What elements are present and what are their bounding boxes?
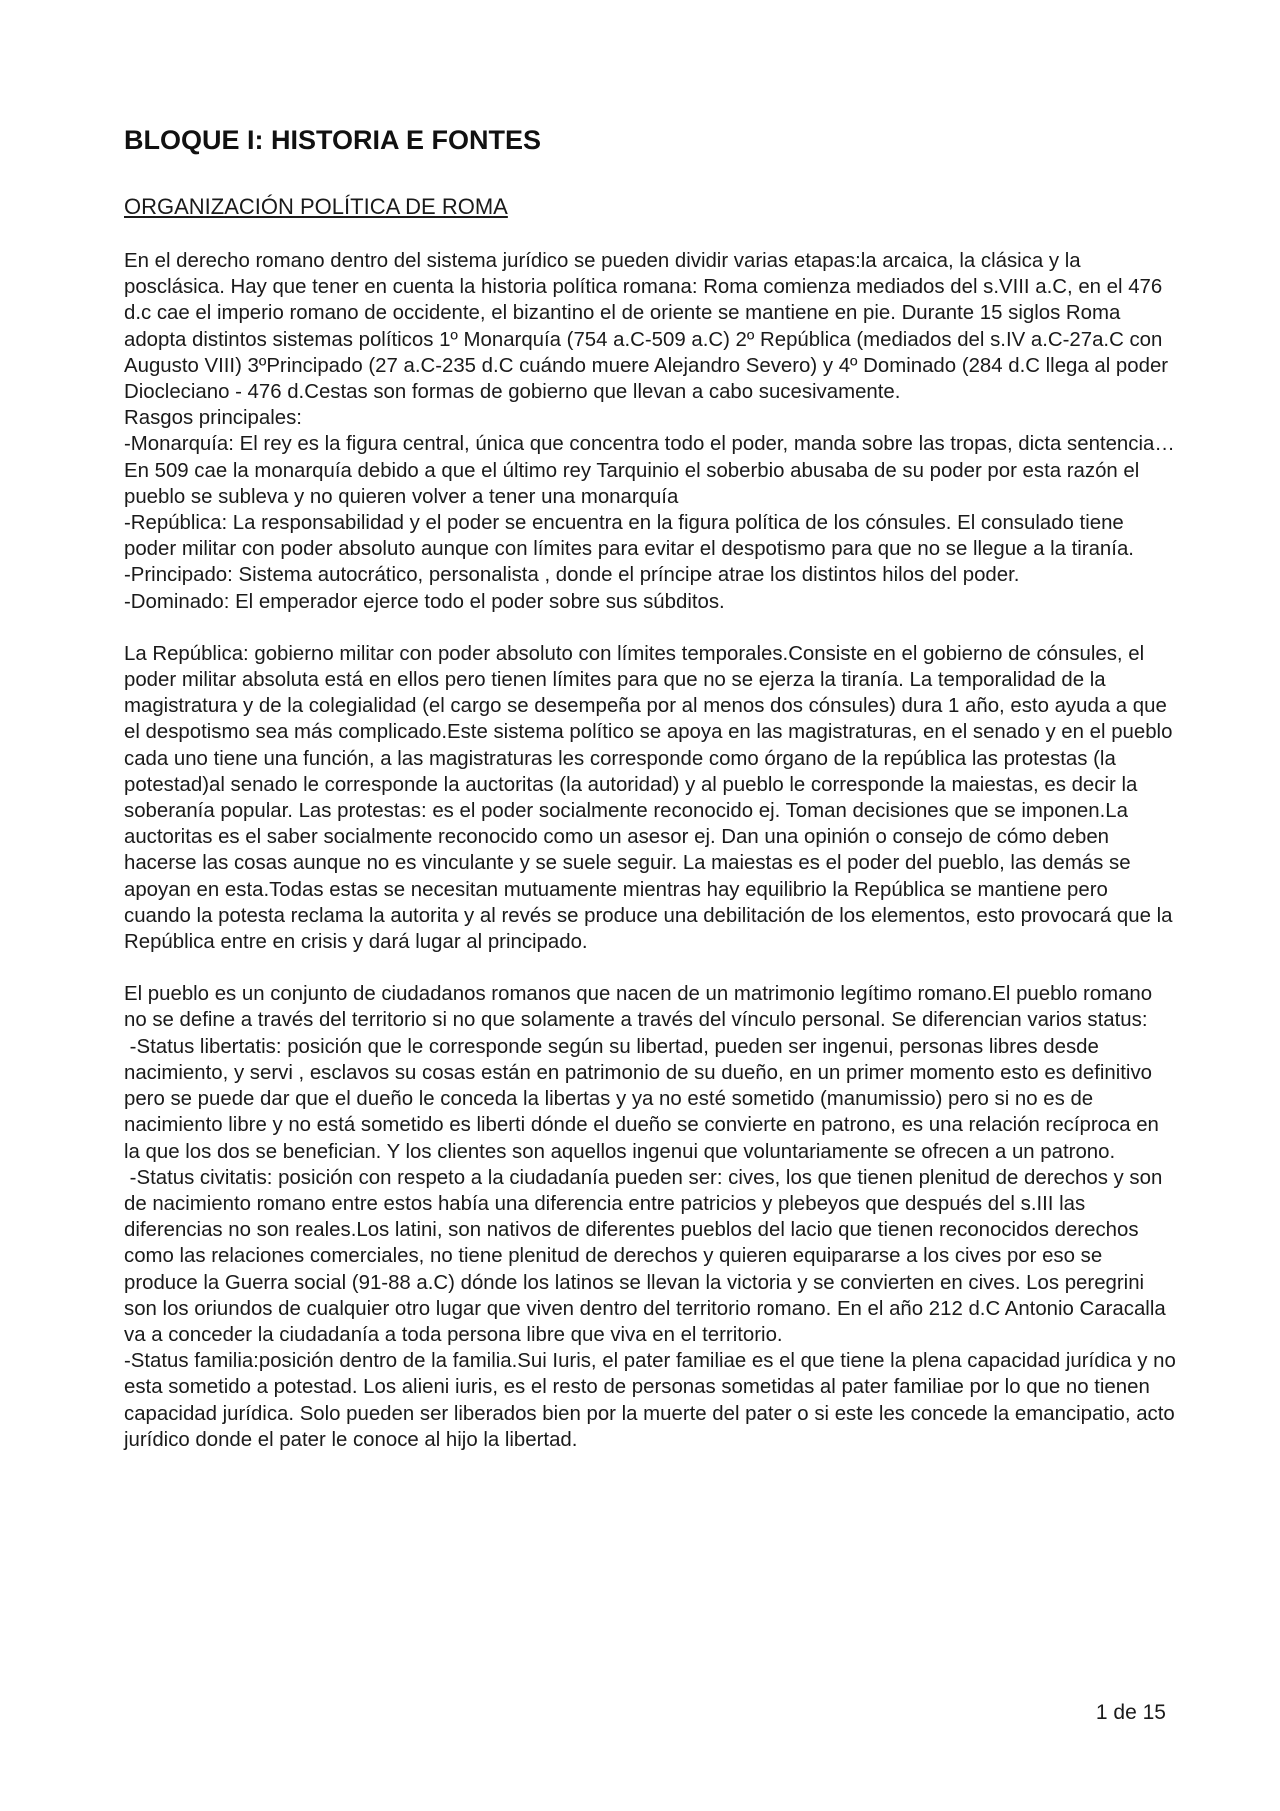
section-heading: ORGANIZACIÓN POLÍTICA DE ROMA — [124, 194, 508, 219]
page-number: 1 de 15 — [1095, 1701, 1166, 1724]
paragraph-republica: -República: La responsabilidad y el poder se encuentra en la figura política de los cónsules. El consulado tiene poder militar con poder absoluto aunque con límites para evitar el despotismo para que no se llegue a la tiranía. — [124, 512, 1134, 561]
paragraph-principado: -Principado: Sistema autocrático, personalista , donde el príncipe atrae los distintos hilos del poder. — [124, 564, 1020, 587]
page-content — [124, 124, 1176, 1453]
body-text — [124, 248, 1176, 1453]
paragraph-status-familia: -Status familia:posición dentro de la familia.Sui Iuris, el pater familiae es el que tiene la plena capacidad jurídica y no esta sometido a potestad. Los alieni iuris, es el resto de personas sometidas al pater familiae por lo que no tienen capacidad jurídica. Solo pueden ser liberados bien por la muerte del pater o si este les concede la emancipatio, acto jurídico donde el pater le conoce al hijo la libertad. — [124, 1350, 1176, 1451]
paragraph-dominado: -Dominado: El emperador ejerce todo el poder sobre sus súbditos. — [124, 590, 725, 613]
paragraph-status-libertatis: -Status libertatis: posición que le corresponde según su libertad, pueden ser ingenui, personas libres desde nacimiento, y servi , esclavos su cosas están en patrimonio de su dueño, en un primer momento esto es definitivo pero se puede dar que el dueño le conceda la libertas y ya no esté sometido (manumissio) pero si no es de nacimiento libre y no está sometido es liberti dónde el dueño se convierte en patrono, es una relación recíproca en la que los dos se benefician. Y los clientes son aquellos ingenui que voluntariamente se ofrecen a un patrono. — [124, 1035, 1165, 1163]
paragraph-rasgos-heading: Rasgos principales: — [124, 407, 302, 430]
paragraph-intro: En el derecho romano dentro del sistema jurídico se pueden dividir varias etapas:la arcaica, la clásica y la posclásica. Hay que tener en cuenta la historia política romana: Roma comienza mediados del s.VIII a.C, en el 476 d.c cae el imperio romano de occidente, el bizantino el de oriente se mantiene en pie. Durante 15 siglos Roma adopta distintos sistemas políticos 1º Monarquía (754 a.C-509 a.C) 2º República (mediados del s.IV a.C-27a.C con Augusto VIII) 3ºPrincipado (27 a.C-235 d.C cuándo muere Alejandro Severo) y 4º Dominado (284 d.C llega al poder Diocleciano - 476 d.Cestas son formas de gobierno que llevan a cabo sucesivamente. — [124, 250, 1169, 404]
paragraph-monarquia: -Monarquía: El rey es la figura central, única que concentra todo el poder, manda sobre las tropas, dicta sentencia…En 509 cae la monarquía debido a que el último rey Tarquinio el soberbio abusaba de su poder por esta razón el pueblo se subleva y no quieren volver a tener una monarquía — [124, 433, 1175, 508]
paragraph-la-republica: La República: gobierno militar con poder absoluto con límites temporales.Consiste en el gobierno de cónsules, el poder militar absoluta está en ellos pero tienen límites para que no se ejerza la tiranía. La temporalidad de la magistratura y de la colegialidad (el cargo se desempeña por al menos dos cónsules) dura 1 año, esto ayuda a que el despotismo sea más complicado.Este sistema político se apoya en las magistraturas, en el senado y en el pueblo cada uno tiene una función, a las magistraturas les corresponde como órgano de la república las protestas (la potestad)al senado le corresponde la auctoritas (la autoridad) y al pueblo le corresponde la maiestas, es decir la soberanía popular. Las protestas: es el poder socialmente reconocido ej. Toman decisiones que se imponen.La auctoritas es el saber socialmente reconocido como un asesor ej. Dan una opinión o consejo de cómo deben hacerse las cosas aunque no es vinculante y se suele seguir. La maiestas es el poder del pueblo, las demás se apoyan en esta.Todas estas se necesitan mutuamente mientras hay equilibrio la República se mantiene pero cuando la potesta reclama la autorita y al revés se produce una debilitación de los elementos, esto provocará que la República entre en crisis y dará lugar al principado. — [124, 642, 1173, 954]
paragraph-status-civitatis: -Status civitatis: posición con respeto a la ciudadanía pueden ser: cives, los que tienen plenitud de derechos y son de nacimiento romano entre estos había una diferencia entre patricios y plebeyos que después del s.III las diferencias no son reales.Los latini, son nativos de diferentes pueblos del lacio que tienen reconocidos derechos como las relaciones comerciales, no tiene plenitud de derechos y quieren equipararse a los cives por eso se produce la Guerra social (91-88 a.C) dónde los latinos se llevan la victoria y se convierten en cives. Los peregrini son los oriundos de cualquier otro lugar que viven dentro del territorio romano. En el año 212 d.C Antonio Caracalla va a conceder la ciudadanía a toda persona libre que viva en el territorio. — [124, 1166, 1172, 1346]
paragraph-spacer — [124, 615, 1176, 641]
paragraph-spacer — [124, 955, 1176, 981]
document-title: BLOQUE I: HISTORIA E FONTES — [124, 125, 542, 155]
paragraph-el-pueblo: El pueblo es un conjunto de ciudadanos romanos que nacen de un matrimonio legítimo romano.El pueblo romano no se define a través del territorio si no que solamente a través del vínculo personal. Se diferencian varios status: — [124, 983, 1153, 1032]
